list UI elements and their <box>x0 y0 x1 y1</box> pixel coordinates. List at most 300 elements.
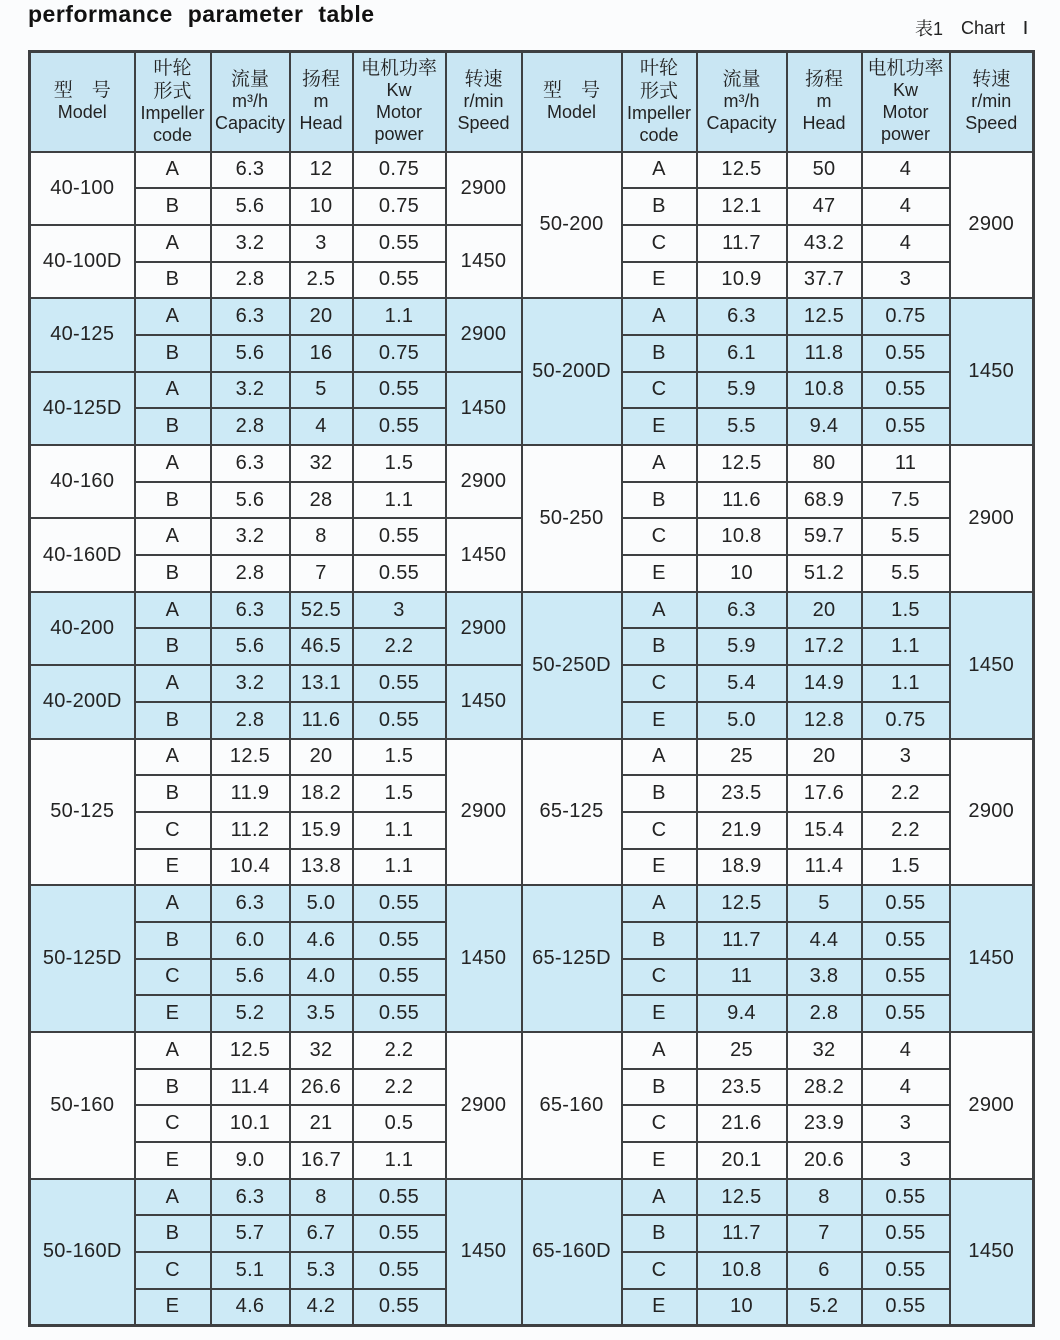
speed-cell: 1450 <box>950 1179 1034 1326</box>
model-cell: 50-125 <box>30 739 135 886</box>
capacity-cell: 11.7 <box>697 922 787 959</box>
impeller-code-cell: A <box>135 445 211 482</box>
power-cell: 1.5 <box>353 445 446 482</box>
head-cell: 11.6 <box>290 702 353 739</box>
model-cell: 65-160D <box>522 1179 622 1326</box>
capacity-cell: 6.3 <box>211 885 290 922</box>
capacity-cell: 2.8 <box>211 702 290 739</box>
capacity-cell: 6.0 <box>211 922 290 959</box>
capacity-cell: 6.3 <box>697 592 787 629</box>
capacity-cell: 12.5 <box>211 1032 290 1069</box>
model-cell: 65-160 <box>522 1032 622 1179</box>
head-cell: 16 <box>290 335 353 372</box>
power-cell: 0.55 <box>353 959 446 996</box>
power-cell: 0.55 <box>353 1252 446 1289</box>
model-cell: 65-125D <box>522 885 622 1032</box>
head-cell: 4.2 <box>290 1289 353 1326</box>
power-cell: 0.55 <box>353 885 446 922</box>
speed-cell: 2900 <box>446 739 522 886</box>
impeller-code-cell: B <box>135 702 211 739</box>
impeller-code-cell: C <box>135 1252 211 1289</box>
impeller-code-cell: A <box>135 592 211 629</box>
power-cell: 0.55 <box>862 995 950 1032</box>
speed-cell: 1450 <box>446 665 522 738</box>
capacity-cell: 9.0 <box>211 1142 290 1179</box>
head-cell: 32 <box>787 1032 862 1069</box>
power-cell: 0.55 <box>353 1289 446 1326</box>
impeller-code-cell: A <box>135 1032 211 1069</box>
table-row <box>30 445 1034 482</box>
head-cell: 4.4 <box>787 922 862 959</box>
head-cell: 4 <box>290 408 353 445</box>
impeller-code-cell: A <box>135 152 211 189</box>
power-cell: 0.5 <box>353 1105 446 1142</box>
capacity-cell: 2.8 <box>211 555 290 592</box>
power-cell: 0.55 <box>862 1179 950 1216</box>
power-cell: 4 <box>862 188 950 225</box>
impeller-code-cell: A <box>135 885 211 922</box>
power-cell: 0.55 <box>862 1215 950 1252</box>
capacity-cell: 5.6 <box>211 482 290 519</box>
head-cell: 7 <box>290 555 353 592</box>
impeller-code-cell: C <box>622 812 697 849</box>
impeller-code-cell: B <box>622 628 697 665</box>
capacity-cell: 11 <box>697 959 787 996</box>
col-header-impeller: 叶轮 形式 Impeller code <box>135 52 211 152</box>
head-cell: 28.2 <box>787 1069 862 1106</box>
head-cell: 2.5 <box>290 262 353 299</box>
impeller-code-cell: C <box>622 372 697 409</box>
speed-cell: 2900 <box>446 445 522 518</box>
impeller-code-cell: E <box>622 1142 697 1179</box>
head-cell: 5.0 <box>290 885 353 922</box>
impeller-code-cell: B <box>135 482 211 519</box>
model-cell: 40-100 <box>30 152 135 225</box>
capacity-cell: 5.5 <box>697 408 787 445</box>
head-cell: 47 <box>787 188 862 225</box>
power-cell: 0.55 <box>353 555 446 592</box>
impeller-code-cell: B <box>622 775 697 812</box>
capacity-cell: 12.5 <box>697 885 787 922</box>
model-cell: 50-160D <box>30 1179 135 1326</box>
header-row <box>30 52 1034 152</box>
impeller-code-cell: C <box>622 1105 697 1142</box>
impeller-code-cell: A <box>135 225 211 262</box>
power-cell: 0.55 <box>862 959 950 996</box>
power-cell: 0.55 <box>353 372 446 409</box>
capacity-cell: 2.8 <box>211 408 290 445</box>
impeller-code-cell: E <box>622 555 697 592</box>
capacity-cell: 21.6 <box>697 1105 787 1142</box>
capacity-cell: 5.9 <box>697 372 787 409</box>
col-header-capacity: 流量 m³/h Capacity <box>211 52 290 152</box>
capacity-cell: 12.1 <box>697 188 787 225</box>
power-cell: 0.55 <box>862 885 950 922</box>
head-cell: 5 <box>290 372 353 409</box>
impeller-code-cell: A <box>135 518 211 555</box>
capacity-cell: 5.6 <box>211 335 290 372</box>
capacity-cell: 5.9 <box>697 628 787 665</box>
power-cell: 3 <box>353 592 446 629</box>
power-cell: 1.1 <box>353 849 446 886</box>
head-cell: 51.2 <box>787 555 862 592</box>
impeller-code-cell: E <box>622 702 697 739</box>
head-cell: 17.2 <box>787 628 862 665</box>
table-row <box>30 885 1034 922</box>
capacity-cell: 23.5 <box>697 775 787 812</box>
speed-cell: 2900 <box>446 592 522 665</box>
head-cell: 8 <box>787 1179 862 1216</box>
head-cell: 20 <box>290 298 353 335</box>
impeller-code-cell: B <box>135 775 211 812</box>
impeller-code-cell: A <box>135 298 211 335</box>
power-cell: 0.75 <box>862 298 950 335</box>
model-cell: 50-160 <box>30 1032 135 1179</box>
table-header <box>30 52 1034 152</box>
power-cell: 0.55 <box>353 408 446 445</box>
power-cell: 1.1 <box>353 482 446 519</box>
power-cell: 1.1 <box>862 628 950 665</box>
table-row <box>30 1179 1034 1216</box>
impeller-code-cell: B <box>135 1215 211 1252</box>
head-cell: 11.4 <box>787 849 862 886</box>
head-cell: 4.6 <box>290 922 353 959</box>
caption-cn: 表1 <box>914 19 943 39</box>
capacity-cell: 5.0 <box>697 702 787 739</box>
capacity-cell: 25 <box>697 1032 787 1069</box>
model-cell: 65-125 <box>522 739 622 886</box>
capacity-cell: 6.3 <box>211 1179 290 1216</box>
head-cell: 23.9 <box>787 1105 862 1142</box>
capacity-cell: 6.1 <box>697 335 787 372</box>
speed-cell: 2900 <box>446 1032 522 1179</box>
model-cell: 50-250D <box>522 592 622 739</box>
model-cell: 50-250 <box>522 445 622 592</box>
head-cell: 5.2 <box>787 1289 862 1326</box>
head-cell: 10.8 <box>787 372 862 409</box>
table-row <box>30 298 1034 335</box>
power-cell: 0.55 <box>353 518 446 555</box>
head-cell: 37.7 <box>787 262 862 299</box>
capacity-cell: 4.6 <box>211 1289 290 1326</box>
power-cell: 0.55 <box>353 995 446 1032</box>
speed-cell: 1450 <box>446 885 522 1032</box>
col-header-speed: 转速 r/min Speed <box>446 52 522 152</box>
power-cell: 1.1 <box>862 665 950 702</box>
head-cell: 20 <box>290 739 353 776</box>
model-cell: 40-160 <box>30 445 135 518</box>
speed-cell: 1450 <box>446 518 522 591</box>
power-cell: 0.55 <box>862 408 950 445</box>
capacity-cell: 6.3 <box>211 445 290 482</box>
power-cell: 0.75 <box>353 152 446 189</box>
speed-cell: 1450 <box>950 592 1034 739</box>
head-cell: 5.3 <box>290 1252 353 1289</box>
impeller-code-cell: A <box>622 592 697 629</box>
power-cell: 4 <box>862 1032 950 1069</box>
table-row <box>30 152 1034 189</box>
power-cell: 4 <box>862 152 950 189</box>
power-cell: 4 <box>862 1069 950 1106</box>
capacity-cell: 6.3 <box>211 152 290 189</box>
power-cell: 0.55 <box>862 922 950 959</box>
impeller-code-cell: B <box>135 408 211 445</box>
capacity-cell: 5.6 <box>211 188 290 225</box>
impeller-code-cell: B <box>135 188 211 225</box>
capacity-cell: 10 <box>697 555 787 592</box>
power-cell: 2.2 <box>353 628 446 665</box>
capacity-cell: 12.5 <box>697 152 787 189</box>
power-cell: 4 <box>862 225 950 262</box>
speed-cell: 1450 <box>950 885 1034 1032</box>
impeller-code-cell: E <box>622 408 697 445</box>
power-cell: 1.5 <box>353 775 446 812</box>
capacity-cell: 3.2 <box>211 225 290 262</box>
impeller-code-cell: B <box>622 1215 697 1252</box>
impeller-code-cell: E <box>135 849 211 886</box>
capacity-cell: 10.9 <box>697 262 787 299</box>
head-cell: 20 <box>787 739 862 776</box>
power-cell: 2.2 <box>862 775 950 812</box>
capacity-cell: 10.8 <box>697 518 787 555</box>
capacity-cell: 3.2 <box>211 518 290 555</box>
col-header-power: 电机功率 Kw Motor power <box>862 52 950 152</box>
model-cell: 40-125D <box>30 372 135 445</box>
power-cell: 0.55 <box>862 1252 950 1289</box>
impeller-code-cell: B <box>622 1069 697 1106</box>
performance-table <box>28 50 1035 1327</box>
head-cell: 11.8 <box>787 335 862 372</box>
impeller-code-cell: B <box>622 922 697 959</box>
head-cell: 13.1 <box>290 665 353 702</box>
head-cell: 2.8 <box>787 995 862 1032</box>
impeller-code-cell: C <box>622 1252 697 1289</box>
impeller-code-cell: E <box>135 995 211 1032</box>
head-cell: 18.2 <box>290 775 353 812</box>
impeller-code-cell: C <box>622 665 697 702</box>
impeller-code-cell: E <box>622 262 697 299</box>
head-cell: 13.8 <box>290 849 353 886</box>
impeller-code-cell: C <box>622 518 697 555</box>
capacity-cell: 5.7 <box>211 1215 290 1252</box>
capacity-cell: 10 <box>697 1289 787 1326</box>
head-cell: 28 <box>290 482 353 519</box>
table-caption <box>915 15 1028 41</box>
power-cell: 3 <box>862 739 950 776</box>
head-cell: 15.9 <box>290 812 353 849</box>
impeller-code-cell: C <box>135 1105 211 1142</box>
power-cell: 0.55 <box>353 665 446 702</box>
caption-en: Chart <box>960 17 1005 38</box>
power-cell: 5.5 <box>862 555 950 592</box>
power-cell: 7.5 <box>862 482 950 519</box>
head-cell: 8 <box>290 518 353 555</box>
table-row <box>30 1032 1034 1069</box>
table-body <box>30 152 1034 1326</box>
speed-cell: 1450 <box>446 225 522 298</box>
col-header-power: 电机功率 Kw Motor power <box>353 52 446 152</box>
impeller-code-cell: E <box>135 1142 211 1179</box>
impeller-code-cell: B <box>135 1069 211 1106</box>
power-cell: 5.5 <box>862 518 950 555</box>
power-cell: 3 <box>862 262 950 299</box>
impeller-code-cell: C <box>135 959 211 996</box>
head-cell: 20.6 <box>787 1142 862 1179</box>
col-header-head: 扬程 m Head <box>290 52 353 152</box>
power-cell: 2.2 <box>353 1032 446 1069</box>
speed-cell: 1450 <box>950 298 1034 445</box>
impeller-code-cell: B <box>135 555 211 592</box>
power-cell: 11 <box>862 445 950 482</box>
impeller-code-cell: A <box>135 739 211 776</box>
power-cell: 0.55 <box>353 262 446 299</box>
power-cell: 0.55 <box>353 1215 446 1252</box>
head-cell: 32 <box>290 445 353 482</box>
model-cell: 50-125D <box>30 885 135 1032</box>
capacity-cell: 23.5 <box>697 1069 787 1106</box>
capacity-cell: 11.7 <box>697 225 787 262</box>
table-row <box>30 592 1034 629</box>
impeller-code-cell: B <box>622 482 697 519</box>
speed-cell: 2900 <box>446 152 522 225</box>
model-cell: 40-200 <box>30 592 135 665</box>
head-cell: 32 <box>290 1032 353 1069</box>
head-cell: 7 <box>787 1215 862 1252</box>
col-header-capacity: 流量 m³/h Capacity <box>697 52 787 152</box>
impeller-code-cell: A <box>135 372 211 409</box>
impeller-code-cell: A <box>135 665 211 702</box>
col-header-impeller: 叶轮 形式 Impeller code <box>622 52 697 152</box>
head-cell: 52.5 <box>290 592 353 629</box>
power-cell: 1.5 <box>353 739 446 776</box>
capacity-cell: 9.4 <box>697 995 787 1032</box>
impeller-code-cell: C <box>135 812 211 849</box>
capacity-cell: 6.3 <box>211 592 290 629</box>
impeller-code-cell: B <box>135 628 211 665</box>
power-cell: 0.75 <box>353 335 446 372</box>
capacity-cell: 3.2 <box>211 372 290 409</box>
col-header-model: 型 号 Model <box>522 52 622 152</box>
capacity-cell: 6.3 <box>697 298 787 335</box>
impeller-code-cell: B <box>622 335 697 372</box>
power-cell: 0.55 <box>862 372 950 409</box>
capacity-cell: 12.5 <box>697 445 787 482</box>
impeller-code-cell: B <box>135 335 211 372</box>
head-cell: 50 <box>787 152 862 189</box>
model-cell: 40-160D <box>30 518 135 591</box>
head-cell: 3.8 <box>787 959 862 996</box>
capacity-cell: 18.9 <box>697 849 787 886</box>
power-cell: 3 <box>862 1142 950 1179</box>
model-cell: 40-200D <box>30 665 135 738</box>
impeller-code-cell: E <box>622 1289 697 1326</box>
impeller-code-cell: B <box>135 262 211 299</box>
capacity-cell: 11.9 <box>211 775 290 812</box>
impeller-code-cell: A <box>622 885 697 922</box>
model-cell: 40-100D <box>30 225 135 298</box>
head-cell: 9.4 <box>787 408 862 445</box>
col-header-model: 型 号 Model <box>30 52 135 152</box>
capacity-cell: 10.4 <box>211 849 290 886</box>
power-cell: 2.2 <box>353 1069 446 1106</box>
head-cell: 12.8 <box>787 702 862 739</box>
power-cell: 0.75 <box>353 188 446 225</box>
head-cell: 12.5 <box>787 298 862 335</box>
impeller-code-cell: A <box>622 1179 697 1216</box>
col-header-head: 扬程 m Head <box>787 52 862 152</box>
head-cell: 43.2 <box>787 225 862 262</box>
head-cell: 8 <box>290 1179 353 1216</box>
power-cell: 1.5 <box>862 849 950 886</box>
impeller-code-cell: A <box>622 152 697 189</box>
capacity-cell: 6.3 <box>211 298 290 335</box>
impeller-code-cell: B <box>622 188 697 225</box>
head-cell: 17.6 <box>787 775 862 812</box>
head-cell: 14.9 <box>787 665 862 702</box>
capacity-cell: 25 <box>697 739 787 776</box>
power-cell: 0.55 <box>862 335 950 372</box>
head-cell: 59.7 <box>787 518 862 555</box>
table-row <box>30 739 1034 776</box>
capacity-cell: 3.2 <box>211 665 290 702</box>
head-cell: 12 <box>290 152 353 189</box>
capacity-cell: 21.9 <box>697 812 787 849</box>
head-cell: 46.5 <box>290 628 353 665</box>
capacity-cell: 11.4 <box>211 1069 290 1106</box>
head-cell: 20 <box>787 592 862 629</box>
speed-cell: 2900 <box>950 152 1034 299</box>
capacity-cell: 20.1 <box>697 1142 787 1179</box>
head-cell: 16.7 <box>290 1142 353 1179</box>
impeller-code-cell: C <box>622 959 697 996</box>
capacity-cell: 12.5 <box>211 739 290 776</box>
capacity-cell: 5.6 <box>211 628 290 665</box>
power-cell: 3 <box>862 1105 950 1142</box>
speed-cell: 1450 <box>446 1179 522 1326</box>
capacity-cell: 5.6 <box>211 959 290 996</box>
head-cell: 80 <box>787 445 862 482</box>
speed-cell: 2900 <box>950 445 1034 592</box>
capacity-cell: 10.8 <box>697 1252 787 1289</box>
capacity-cell: 2.8 <box>211 262 290 299</box>
capacity-cell: 11.2 <box>211 812 290 849</box>
speed-cell: 2900 <box>950 1032 1034 1179</box>
impeller-code-cell: A <box>622 298 697 335</box>
head-cell: 15.4 <box>787 812 862 849</box>
power-cell: 0.55 <box>353 1179 446 1216</box>
power-cell: 2.2 <box>862 812 950 849</box>
impeller-code-cell: E <box>622 849 697 886</box>
head-cell: 5 <box>787 885 862 922</box>
impeller-code-cell: A <box>622 739 697 776</box>
head-cell: 3.5 <box>290 995 353 1032</box>
head-cell: 68.9 <box>787 482 862 519</box>
power-cell: 1.1 <box>353 812 446 849</box>
power-cell: 0.55 <box>353 922 446 959</box>
head-cell: 26.6 <box>290 1069 353 1106</box>
impeller-code-cell: E <box>135 1289 211 1326</box>
head-cell: 21 <box>290 1105 353 1142</box>
head-cell: 6 <box>787 1252 862 1289</box>
speed-cell: 1450 <box>446 372 522 445</box>
impeller-code-cell: A <box>135 1179 211 1216</box>
head-cell: 3 <box>290 225 353 262</box>
head-cell: 4.0 <box>290 959 353 996</box>
power-cell: 0.75 <box>862 702 950 739</box>
power-cell: 1.5 <box>862 592 950 629</box>
impeller-code-cell: A <box>622 1032 697 1069</box>
impeller-code-cell: E <box>622 995 697 1032</box>
